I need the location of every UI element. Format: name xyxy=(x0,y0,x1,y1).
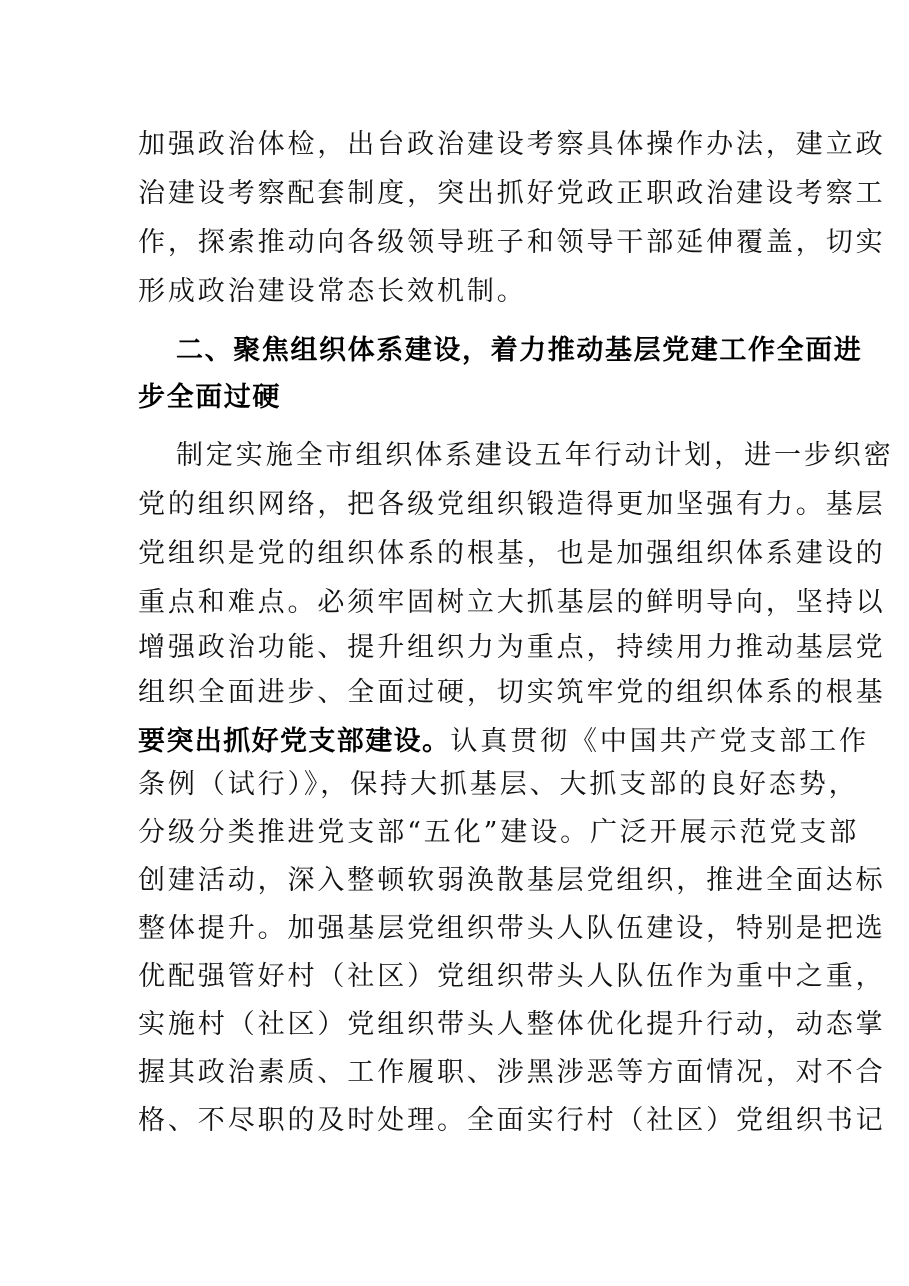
paragraph-line: 重点和难点。必须牢固树立大抓基层的鲜明导向，坚持以 xyxy=(138,587,886,618)
paragraph-line: 治建设考察配套制度，突出抓好党政正职政治建设考察工 xyxy=(138,178,886,209)
section-heading: 二、聚焦组织体系建设，着力推动基层党建工作全面进 xyxy=(176,335,863,366)
section-heading: 步全面过硬 xyxy=(138,382,281,413)
paragraph-line: 党的组织网络，把各级党组织锻造得更加坚强有力。基层 xyxy=(138,489,886,520)
paragraph-line: 制定实施全市组织体系建设五年行动计划，进一步织密 xyxy=(176,440,894,471)
paragraph-line: 增强政治功能、提升组织力为重点，持续用力推动基层党 xyxy=(138,632,886,663)
lead-rest: 认真贯彻《中国共产党支部工作 xyxy=(450,726,870,757)
paragraph-line: 加强政治体检，出台政治建设考察具体操作办法，建立政 xyxy=(138,129,886,160)
paragraph-line: 创建活动，深入整顿软弱涣散基层党组织，推进全面达标 xyxy=(138,865,886,896)
paragraph-line: 组织全面进步、全面过硬，切实筑牢党的组织体系的根基 xyxy=(138,677,886,708)
paragraph-line: 条例（试行）》，保持大抓基层、大抓支部的良好态势， xyxy=(138,769,859,800)
paragraph-line: 优配强管好村（社区）党组织带头人队伍作为重中之重， xyxy=(138,961,886,992)
paragraph-line: 整体提升。加强基层党组织带头人队伍建设，特别是把选 xyxy=(138,913,886,944)
paragraph-line: 形成政治建设常态长效机制。 xyxy=(138,276,527,307)
paragraph-line: 握其政治素质、工作履职、涉黑涉恶等方面情况，对不合 xyxy=(138,1057,886,1088)
paragraph-line: 党组织是党的组织体系的根基，也是加强组织体系建设的 xyxy=(138,538,886,569)
paragraph-line: 格、不尽职的及时处理。全面实行村（社区）党组织书记 xyxy=(138,1105,886,1136)
paragraph-line xyxy=(138,722,870,762)
paragraph-line: 作，探索推动向各级领导班子和领导干部延伸覆盖，切实 xyxy=(138,227,886,258)
bold-lead: 要突出抓好党支部建设。 xyxy=(138,726,451,757)
paragraph-line: 分级分类推进党支部“五化”建设。广泛开展示范党支部 xyxy=(138,817,860,848)
paragraph-line: 实施村（社区）党组织带头人整体优化提升行动，动态掌 xyxy=(138,1009,886,1040)
